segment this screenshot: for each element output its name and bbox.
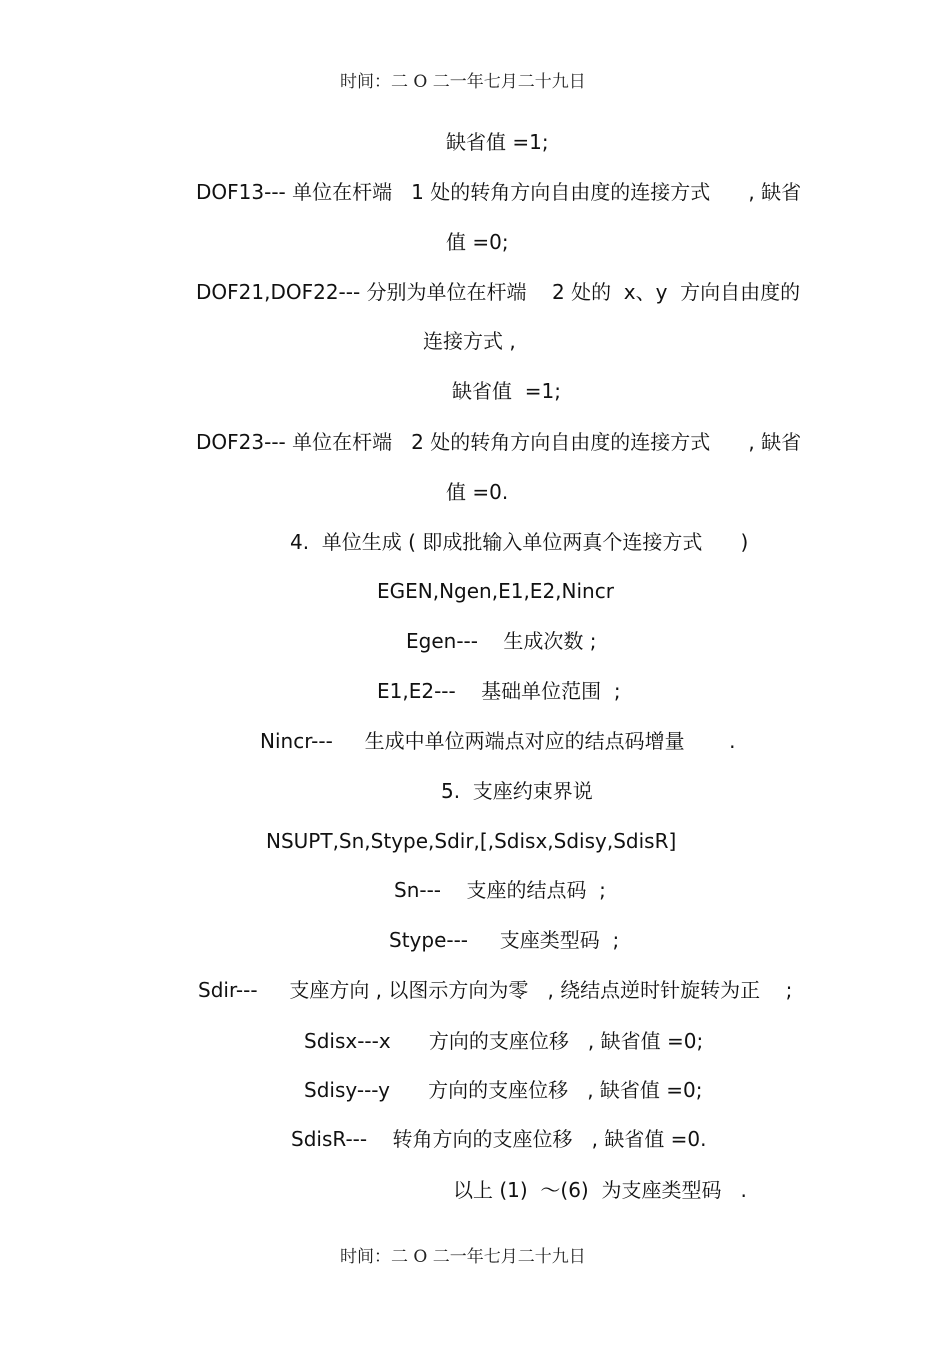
text-line-19: Sdisx---x 方向的支座位移 , 缺省值 =0;: [304, 1029, 704, 1053]
text-line-3: 值 =0;: [446, 230, 509, 254]
text-line-11: Egen--- 生成次数 ;: [406, 629, 597, 653]
text-line-6: 缺省值 =1;: [452, 379, 561, 403]
text-line-7: DOF23--- 单位在杆端 2 处的转角方向自由度的连接方式 , 缺省: [196, 430, 802, 454]
text-line-4: DOF21,DOF22--- 分别为单位在杆端 2 处的 x、y 方向自由度的: [196, 280, 801, 304]
page-header: 时间：二 O 二一年七月二十九日: [340, 72, 586, 92]
text-line-15: NSUPT,Sn,Stype,Sdir,[,Sdisx,Sdisy,SdisR]: [266, 829, 677, 853]
text-line-16: Sn--- 支座的结点码 ;: [394, 878, 606, 902]
text-line-2: DOF13--- 单位在杆端 1 处的转角方向自由度的连接方式 , 缺省: [196, 180, 802, 204]
text-line-13: Nincr--- 生成中单位两端点对应的结点码增量 .: [260, 729, 736, 753]
text-line-8: 值 =0.: [446, 480, 509, 504]
text-line-20: Sdisy---y 方向的支座位移 , 缺省值 =0;: [304, 1078, 703, 1102]
text-line-17: Stype--- 支座类型码 ;: [389, 928, 620, 952]
text-line-5: 连接方式 ,: [423, 329, 516, 353]
text-line-18: Sdir--- 支座方向 , 以图示方向为零 , 绕结点逆时针旋转为正 ;: [198, 978, 793, 1002]
page-footer: 时间：二 O 二一年七月二十九日: [340, 1247, 586, 1267]
text-line-21: SdisR--- 转角方向的支座位移 , 缺省值 =0.: [291, 1127, 707, 1151]
text-line-1: 缺省值 =1;: [446, 130, 549, 154]
text-line-12: E1,E2--- 基础单位范围 ;: [377, 679, 621, 703]
section-heading-support-constraints: 5. 支座约束界说: [441, 779, 593, 803]
section-heading-element-generation: 4. 单位生成 ( 即成批输入单位两真个连接方式 ): [290, 530, 749, 554]
text-line-10: EGEN,Ngen,E1,E2,Nincr: [377, 579, 614, 603]
text-line-22: 以上 (1) ～(6) 为支座类型码 .: [453, 1178, 747, 1202]
